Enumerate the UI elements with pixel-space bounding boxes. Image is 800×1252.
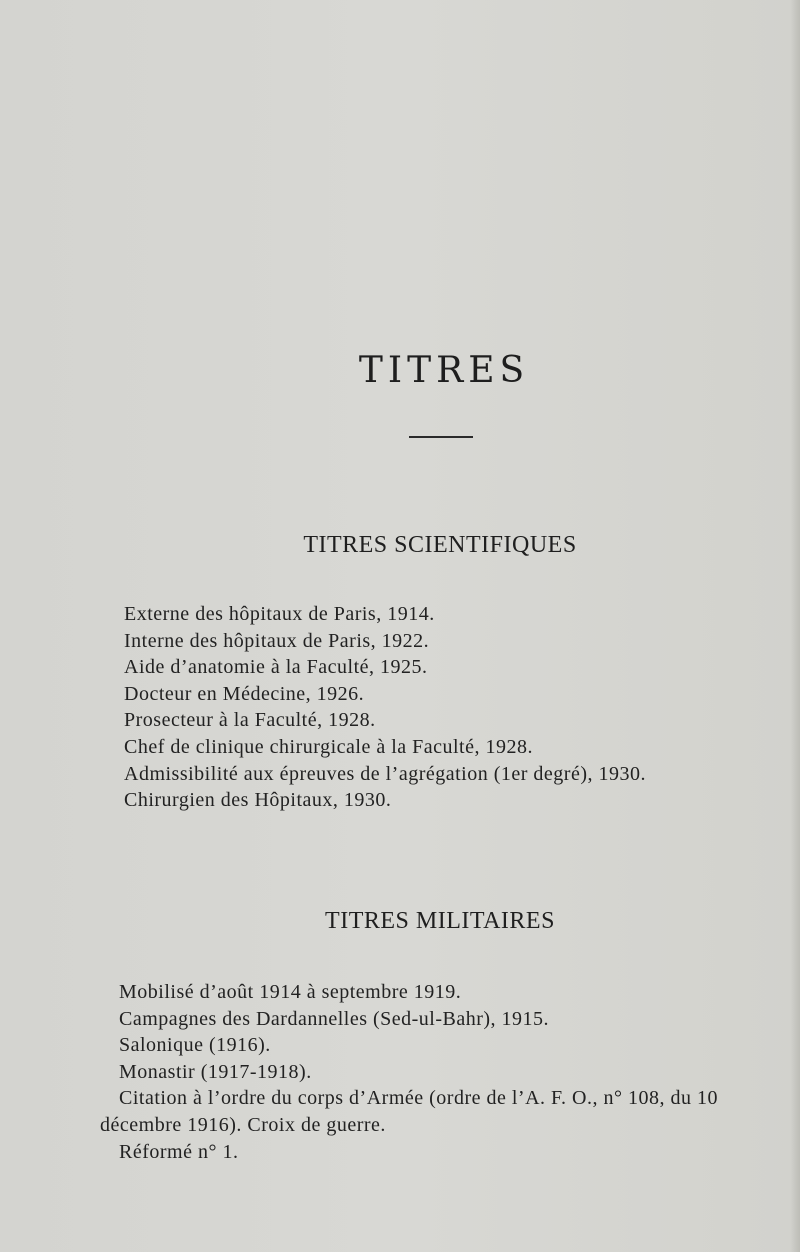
list-item: Interne des hôpitaux de Paris, 1922. — [124, 629, 430, 652]
list-item: Salonique (1916). — [119, 1034, 271, 1057]
list-item: Chef de clinique chirurgicale à la Faculté, 1928. — [124, 735, 533, 758]
list-item: Docteur en Médecine, 1926. — [124, 682, 365, 705]
list-item: Chirurgien des Hôpitaux, 1930. — [124, 789, 392, 812]
list-item: Campagnes des Dardannelles (Sed-ul-Bahr), 1915. — [119, 1007, 550, 1030]
list-item: Aide d’anatomie à la Faculté, 1925. — [124, 656, 428, 679]
list-item: Mobilisé d’août 1914 à septembre 1919. — [119, 981, 462, 1003]
page-title: TITRES — [358, 350, 530, 391]
military-titles-list — [100, 979, 780, 1165]
list-item: Prosecteur à la Faculté, 1928. — [124, 709, 376, 732]
page-edge-shadow — [790, 0, 800, 1252]
title-rule — [409, 436, 473, 438]
section-heading-scientific: TITRES SCIENTIFIQUES — [303, 532, 577, 558]
list-item: Monastir (1917-1918). — [119, 1060, 312, 1083]
list-item: Admissibilité aux épreuves de l’agrégation (1er degré), 1930. — [124, 762, 647, 785]
list-item: Externe des hôpitaux de Paris, 1914. — [124, 603, 435, 625]
scientific-titles-list — [124, 601, 646, 814]
list-item: Citation à l’ordre du corps d’Armée (ordre de l’A. F. O., n° 108, du 10 décembre 1916). Croix de guerre. — [100, 1087, 718, 1136]
list-item: Réformé n° 1. — [119, 1140, 239, 1163]
section-heading-military: TITRES MILITAIRES — [325, 908, 555, 934]
